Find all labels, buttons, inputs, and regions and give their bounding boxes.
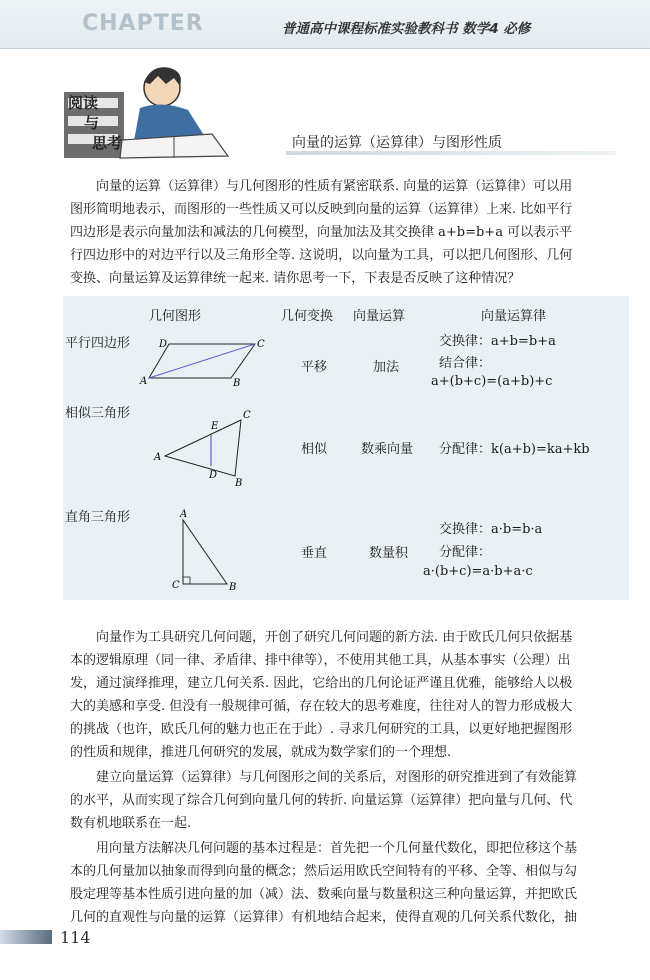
page-header bbox=[0, 0, 650, 49]
label-b: B bbox=[235, 478, 243, 486]
operation-value: 数量积 bbox=[369, 546, 409, 561]
similar-triangle-figure bbox=[151, 406, 261, 486]
operation-value: 数乘向量 bbox=[361, 442, 414, 457]
label-e: E bbox=[211, 421, 219, 432]
body-line: 的水平，从而实现了综合几何到向量几何的转折. 向量运算（运算律）把向量与几何、代 bbox=[70, 793, 573, 808]
law-line: 交换律：a·b=b·a bbox=[439, 522, 543, 537]
body-line: 本的几何量加以抽象而得到向量的概念；然后运用欧氏空间特有的平移、全等、相似与勾 bbox=[70, 864, 578, 879]
law-line: 结合律： bbox=[439, 356, 492, 371]
body-line: 的性质和规律，推进几何研究的发展，就成为数学家们的一个理想. bbox=[70, 745, 452, 760]
comparison-table bbox=[63, 296, 629, 600]
body-line: 建立向量运算（运算律）与几何图形之间的关系后，对图形的研究推进到了有效能算 bbox=[96, 770, 578, 785]
body-line: 的挑战（也许，欧氏几何的魅力也正在于此）. 寻求几何研究的工具，以更好地把握图形 bbox=[70, 722, 573, 737]
label-d: D bbox=[209, 470, 218, 481]
body-line: 股定理等基本性质引进向量的加（减）法、数乘向量与数量积这三种向量运算，并把欧氏 bbox=[70, 887, 578, 902]
label-d: D bbox=[159, 339, 168, 350]
label-c: C bbox=[257, 339, 265, 350]
svg-text:阅读: 阅读 bbox=[68, 94, 99, 112]
header-transform: 几何变换 bbox=[281, 309, 334, 324]
law-line: a+(b+c)=(a+b)+c bbox=[431, 374, 553, 389]
figure-name: 相似三角形 bbox=[65, 406, 131, 421]
transform-value: 垂直 bbox=[301, 546, 328, 561]
header-figure: 几何图形 bbox=[149, 309, 202, 324]
svg-text:与: 与 bbox=[84, 114, 100, 132]
body-line: 发，通过演绎推理，建立几何关系. 因此，它给出的几何论证严谨且优雅，能够给人以极 bbox=[70, 676, 573, 691]
law-line: 分配律： bbox=[439, 545, 492, 560]
intro-line: 变换、向量运算及运算律统一起来. 请你思考一下，下表是否反映了这种情况？ bbox=[70, 271, 521, 286]
label-b: B bbox=[229, 582, 237, 593]
operation-value: 加法 bbox=[373, 360, 400, 375]
intro-line: 四边形是表示向量加法和减法的几何模型，向量加法及其交换律 a+b=b+a 可以表示平 bbox=[70, 225, 573, 240]
svg-text:思考: 思考 bbox=[92, 134, 123, 152]
label-a: A bbox=[140, 376, 148, 387]
intro-line: 行四边形中的对边平行以及三角形全等. 这说明，以向量为工具，可以把几何图形、几何 bbox=[70, 248, 573, 263]
label-c: C bbox=[243, 410, 251, 421]
chapter-label: CHAPTER bbox=[82, 11, 204, 36]
parallelogram-figure bbox=[139, 338, 269, 388]
label-a: A bbox=[180, 509, 188, 520]
reading-thinking-badge bbox=[62, 64, 232, 160]
header-operation: 向量运算 bbox=[353, 309, 406, 324]
intro-line: 图形简明地表示，而图形的一些性质又可以反映到向量的运算（运算律）上来. 比如平行 bbox=[70, 202, 573, 217]
page-edge-bar bbox=[0, 930, 52, 944]
label-b: B bbox=[233, 378, 241, 388]
section-title: 向量的运算（运算律）与图形性质 bbox=[292, 135, 502, 151]
intro-line: 向量的运算（运算律）与几何图形的性质有紧密联系. 向量的运算（运算律）可以用 bbox=[96, 179, 573, 194]
label-c: C bbox=[172, 580, 180, 591]
label-a: A bbox=[154, 452, 162, 463]
law-line: 交换律：a+b=b+a bbox=[439, 334, 556, 349]
body-line: 几何的直观性与向量的运算（运算律）有机地结合起来，使得直观的几何关系代数化，抽 bbox=[70, 910, 578, 925]
transform-value: 平移 bbox=[301, 360, 328, 375]
right-triangle-figure bbox=[167, 508, 247, 594]
figure-name: 平行四边形 bbox=[65, 336, 131, 351]
figure-name: 直角三角形 bbox=[65, 510, 131, 525]
page-number: 114 bbox=[60, 928, 91, 947]
title-underline bbox=[286, 151, 616, 155]
body-line: 向量作为工具研究几何问题，开创了研究几何问题的新方法. 由于欧氏几何只依据基 bbox=[96, 630, 573, 645]
law-line: 分配律：k(a+b)=ka+kb bbox=[439, 442, 590, 457]
book-title: 普通高中课程标准实验教科书 数学4 必修 bbox=[282, 21, 531, 37]
body-line: 本的逻辑原理（同一律、矛盾律、排中律等），不使用其他工具，从基本事实（公理）出 bbox=[70, 653, 571, 668]
law-line: a·(b+c)=a·b+a·c bbox=[423, 564, 533, 579]
header-laws: 向量运算律 bbox=[481, 309, 547, 324]
transform-value: 相似 bbox=[301, 442, 328, 457]
body-line: 数有机地联系在一起. bbox=[70, 816, 192, 831]
body-line: 用向量方法解决几何问题的基本过程是：首先把一个几何量代数化，即把位移这个基 bbox=[96, 841, 578, 856]
body-line: 大的美感和享受. 但没有一般规律可循，存在较大的思考难度，往往对人的智力形成极大 bbox=[70, 699, 573, 714]
